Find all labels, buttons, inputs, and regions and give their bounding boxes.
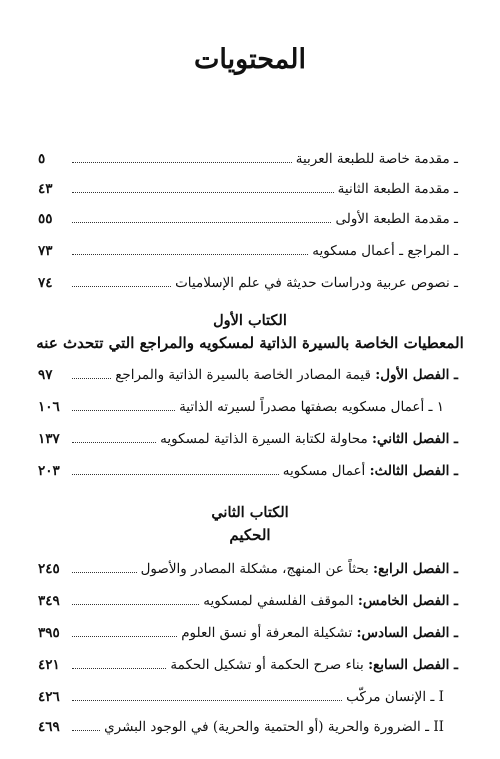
- toc-entry[interactable]: [38, 588, 458, 610]
- entry-label: ـ مقدمة خاصة للطبعة العربية: [295, 151, 458, 167]
- chapter-title: الموقف الفلسفي لمسكويه: [203, 593, 358, 609]
- page-number: ٤٦٩: [38, 719, 60, 735]
- entry-label: ـ مقدمة الطبعة الثانية: [337, 181, 458, 197]
- toc-entry[interactable]: [38, 684, 444, 706]
- page-number: ٩٧: [38, 367, 53, 383]
- toc-entry[interactable]: [38, 238, 458, 260]
- entry-label: I ـ الإنسان مركّب: [346, 689, 444, 705]
- page-number: ٧٤: [38, 275, 53, 291]
- leader-dots: [72, 377, 111, 379]
- toc-entry[interactable]: [38, 176, 458, 198]
- toc-entry[interactable]: [38, 652, 458, 674]
- book-heading: الكتاب الثاني: [211, 504, 289, 521]
- page-number: ٤٢١: [38, 657, 60, 673]
- page-number: ٥٥: [38, 211, 53, 227]
- chapter-prefix: ـ الفصل السادس:: [356, 625, 458, 641]
- chapter-title: بحثاً عن المنهج، مشكلة المصادر والأصول: [140, 561, 374, 577]
- entry-label: ـ نصوص عربية ودراسات حديثة في علم الإسلاميات: [175, 275, 458, 291]
- toc-entry[interactable]: [38, 362, 458, 384]
- toc-entry[interactable]: [38, 146, 458, 168]
- leader-dots: [72, 667, 166, 669]
- toc-entry[interactable]: [38, 458, 458, 480]
- toc-entry[interactable]: [38, 270, 458, 292]
- leader-dots: [72, 161, 292, 163]
- entry-label: [115, 366, 458, 384]
- leader-dots: [72, 603, 199, 605]
- page-number: ١٠٦: [38, 399, 60, 415]
- toc-entry[interactable]: [38, 394, 444, 416]
- leader-dots: [72, 253, 308, 255]
- page-number: ٣٤٩: [38, 593, 60, 609]
- book-subtitle: المعطيات الخاصة بالسيرة الذاتية لمسكويه والمراجع التي تتحدث عنه: [36, 334, 464, 352]
- page-number: ٤٢٦: [38, 689, 60, 705]
- chapter-prefix: ـ الفصل الأول:: [375, 367, 458, 383]
- leader-dots: [72, 699, 342, 701]
- entry-label: ـ المراجع ـ أعمال مسكويه: [312, 243, 458, 259]
- leader-dots: [72, 441, 156, 443]
- page-number: ٢٤٥: [38, 561, 60, 577]
- toc-entry[interactable]: [38, 556, 458, 578]
- entry-label: [170, 656, 458, 674]
- leader-dots: [72, 729, 100, 731]
- toc-entry[interactable]: [38, 620, 458, 642]
- leader-dots: [72, 635, 177, 637]
- chapter-prefix: ـ الفصل الثاني:: [371, 431, 458, 447]
- toc-entry[interactable]: [38, 206, 458, 228]
- page-number: ٧٣: [38, 243, 53, 259]
- entry-label: ـ مقدمة الطبعة الأولى: [335, 211, 458, 227]
- chapter-title: بناء صرح الحكمة أو تشكيل الحكمة: [170, 657, 369, 673]
- entry-label: [160, 430, 458, 448]
- page-number: ٣٩٥: [38, 625, 60, 641]
- entry-label: [141, 560, 458, 578]
- page-number: ١٣٧: [38, 431, 60, 447]
- page-number: ٢٠٣: [38, 463, 60, 479]
- entry-label: II ـ الضرورة والحرية (أو الحتمية والحرية) في الوجود البشري: [104, 719, 444, 735]
- leader-dots: [72, 409, 175, 411]
- entry-label: [203, 592, 458, 610]
- chapter-title: تشكيلة المعرفة أو نسق العلوم: [181, 625, 357, 641]
- chapter-prefix: ـ الفصل الخامس:: [357, 593, 458, 609]
- page-title: المحتويات: [193, 44, 307, 75]
- toc-entry[interactable]: [38, 426, 458, 448]
- entry-label: ١ ـ أعمال مسكويه بصفتها مصدراً لسيرته الذاتية: [179, 399, 444, 415]
- leader-dots: [72, 473, 279, 475]
- chapter-prefix: ـ الفصل الرابع:: [373, 561, 458, 577]
- leader-dots: [72, 221, 331, 223]
- chapter-title: أعمال مسكويه: [282, 463, 370, 479]
- chapter-prefix: ـ الفصل الثالث:: [369, 463, 458, 479]
- entry-label: [283, 462, 458, 480]
- leader-dots: [72, 285, 171, 287]
- leader-dots: [72, 191, 334, 193]
- page-number: ٤٣: [38, 181, 53, 197]
- book-subtitle: الحكيم: [229, 526, 271, 544]
- leader-dots: [72, 571, 137, 573]
- entry-label: [181, 624, 458, 642]
- toc-entry[interactable]: [38, 714, 444, 736]
- chapter-title: قيمة المصادر الخاصة بالسيرة الذاتية والمراجع: [115, 367, 376, 383]
- book-heading: الكتاب الأول: [213, 312, 287, 329]
- chapter-title: محاولة لكتابة السيرة الذاتية لمسكويه: [160, 431, 372, 447]
- chapter-prefix: ـ الفصل السابع:: [368, 657, 458, 673]
- page-number: ٥: [38, 151, 46, 167]
